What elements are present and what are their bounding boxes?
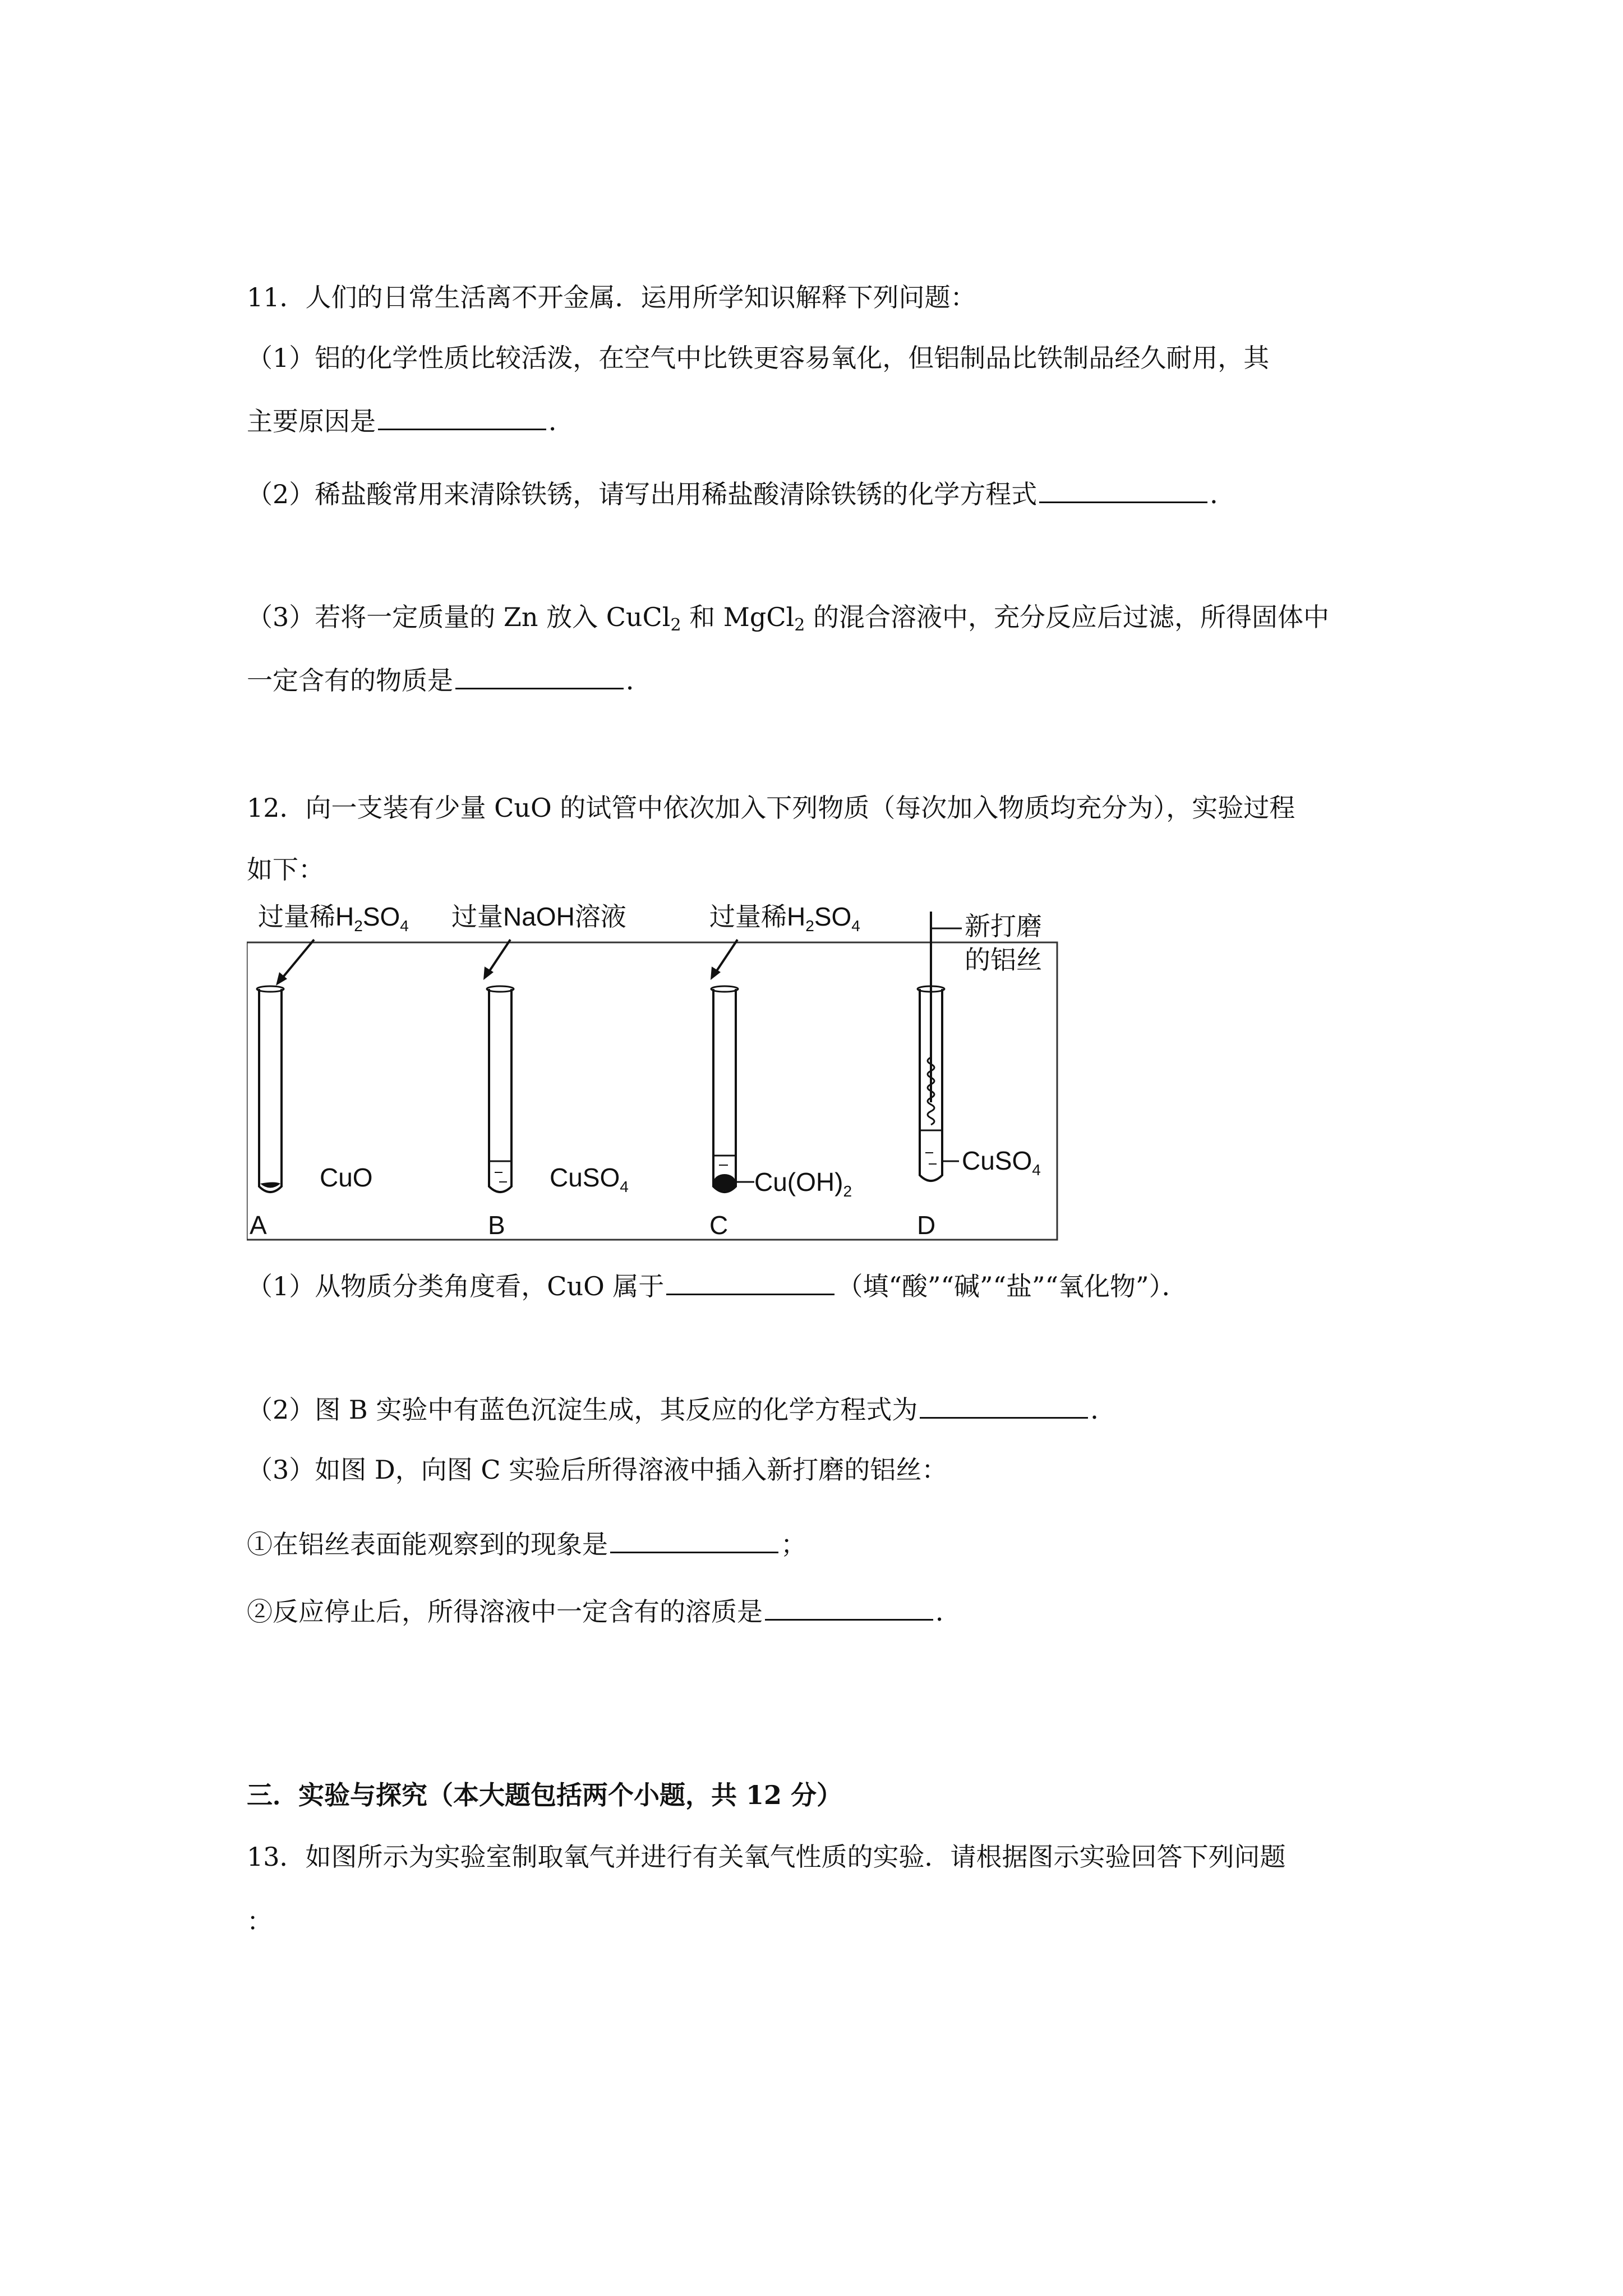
content-label-a: CuO	[320, 1163, 373, 1192]
arrow-c	[715, 940, 737, 973]
q11-title: 11．人们的日常生活离不开金属．运用所学知识解释下列问题：	[247, 282, 976, 312]
test-tube-a	[259, 989, 282, 1192]
q11-part2-text: （2）稀盐酸常用来清除铁锈，请写出用稀盐酸清除铁锈的化学方程式	[247, 479, 1038, 509]
test-tube-c	[713, 989, 736, 1192]
content-label-d: CuSO$_4$	[962, 1146, 1041, 1179]
subscript: 2	[670, 615, 681, 635]
semicolon: ；	[781, 1529, 806, 1559]
q11-part3-line2	[247, 662, 652, 697]
period: ．	[548, 406, 574, 436]
q12-part2	[247, 1391, 1116, 1427]
tube-label-d: D	[917, 1211, 936, 1240]
content-label-c: $Cu(OH)_2$	[754, 1167, 852, 1200]
reagent-label-a: 过量稀$H_2SO_4$	[258, 902, 409, 935]
q12-title-line1: 12．向一支装有少量 CuO 的试管中依次加入下列物质（每次加入物质均充分为），实验过程	[247, 793, 1295, 823]
q12-part3: （3）如图 D，向图 C 实验后所得溶液中插入新打磨的铝丝：	[247, 1455, 948, 1485]
period: ．	[1090, 1395, 1117, 1425]
answer-blank[interactable]	[610, 1526, 778, 1553]
tube-label-c: C	[709, 1211, 728, 1240]
q11-part1-line2	[247, 403, 574, 438]
arrow-a	[282, 940, 314, 979]
test-tube-b-rim	[487, 986, 514, 992]
q11-part1-line1: （1）铝的化学性质比较活泼，在空气中比铁更容易氧化，但铝制品比铁制品经久耐用，其	[247, 343, 1270, 373]
test-tube-figure	[247, 895, 1060, 1243]
period: ．	[626, 665, 652, 696]
q11-part3-text-d: 一定含有的物质是	[247, 665, 453, 696]
q11-part3-text-a: （3）若将一定质量的 Zn 放入 CuCl	[247, 602, 671, 632]
reagent-label-c: 过量稀$H_2SO_4$	[709, 902, 860, 935]
reagent-label-d-line2: 的铝丝	[965, 945, 1042, 974]
test-tube-a-rim	[257, 986, 284, 992]
q13-colon: ：	[247, 1906, 273, 1936]
answer-blank[interactable]	[666, 1268, 834, 1295]
tube-label-a: A	[250, 1211, 267, 1240]
q12-part3-1-text: ①在铝丝表面能观察到的现象是	[247, 1529, 608, 1559]
q12-part2-text: （2）图 B 实验中有蓝色沉淀生成，其反应的化学方程式为	[247, 1395, 918, 1425]
q11-part2	[247, 476, 1235, 511]
q11-part3-line1	[247, 600, 1329, 642]
q11-part1-text: 主要原因是	[247, 406, 376, 436]
period: ．	[935, 1596, 961, 1627]
q12-part1-text-b: （填“酸”“碱”“盐”“氧化物”）．	[837, 1271, 1188, 1301]
q11-part3-text-b: 和 MgCl	[681, 602, 795, 632]
content-label-b: CuSO$_4$	[550, 1163, 629, 1195]
q12-part3-2-text: ②反应停止后，所得溶液中一定含有的溶质是	[247, 1596, 763, 1627]
answer-blank[interactable]	[378, 403, 546, 430]
period: ．	[1210, 479, 1236, 509]
answer-blank[interactable]	[920, 1391, 1088, 1419]
answer-blank[interactable]	[455, 662, 624, 689]
q11-part3-text-c: 的混合溶液中，充分反应后过滤，所得固体中	[805, 602, 1329, 632]
arrow-b	[488, 940, 510, 973]
q12-part1-text-a: （1）从物质分类角度看，CuO 属于	[247, 1271, 665, 1301]
answer-blank[interactable]	[765, 1593, 933, 1621]
reagent-label-d-line1: 新打磨	[965, 912, 1042, 941]
reagent-label-b: 过量NaOH溶液	[451, 902, 626, 931]
section3-heading: 三．实验与探究（本大题包括两个小题，共 12 分）	[247, 1780, 843, 1810]
subscript: 2	[794, 615, 805, 635]
answer-blank[interactable]	[1039, 476, 1207, 503]
q13-title: 13．如图所示为实验室制取氧气并进行有关氧气性质的实验．请根据图示实验回答下列问题	[247, 1842, 1286, 1872]
cuo-powder	[260, 1182, 280, 1188]
test-tube-c-rim	[711, 986, 738, 992]
tube-label-b: B	[488, 1211, 505, 1240]
cu-oh2-precipitate	[713, 1174, 736, 1191]
q12-part3-1	[247, 1526, 806, 1561]
q12-part3-2	[247, 1593, 961, 1628]
q12-title-line2: 如下：	[247, 854, 324, 885]
q12-part1	[247, 1268, 1188, 1303]
